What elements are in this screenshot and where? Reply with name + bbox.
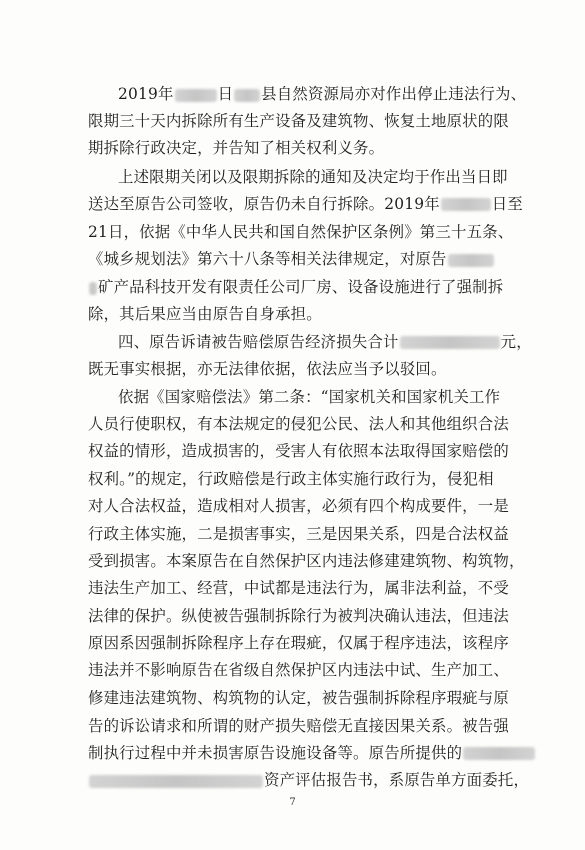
text-run: 上述限期关闭以及限期拆除的通知及决定均于作出当日即	[118, 167, 508, 186]
text-run: 2019年	[118, 85, 174, 103]
text-line	[88, 249, 495, 269]
text-run: 资产评估报告书，系原告单方面委托，	[264, 771, 530, 789]
text-line	[88, 633, 509, 653]
text-run: 依据《国家赔偿法》第二条：“国家机关和国家机关工作	[118, 387, 501, 406]
text-run: 受到损害。本案原告在自然保护区内违法修建建筑物、构筑物，	[88, 552, 525, 571]
text-line	[88, 469, 494, 489]
text-run: 四、原告诉请被告赔偿原告经济损失合计	[118, 332, 399, 351]
text-run: 除，其后果应当由原告自身承担。	[88, 305, 322, 324]
text-run: 日	[217, 85, 234, 103]
text-line	[88, 194, 523, 214]
text-run: 违法生产加工、经营，中试都是违法行为，属非法利益，不受	[88, 579, 509, 598]
redacted-text	[175, 89, 217, 102]
text-line	[88, 111, 509, 131]
page-number: 7	[289, 797, 296, 808]
text-run: 原因系因强制拆除程序上存在瑕疵，仅属于程序违法，该程序	[88, 633, 509, 652]
text-line	[88, 524, 509, 544]
text-run: 对人合法权益，造成相对人损害，必须有四个构成要件，一是	[88, 496, 509, 515]
text-line	[118, 332, 532, 352]
redacted-text	[463, 747, 535, 760]
text-run: 21日，依据《中华人民共和国自然保护区条例》第三十五条、	[88, 222, 514, 241]
text-run: 行政主体实施，二是损害事实，三是因果关系，四是合法权益	[88, 525, 509, 544]
text-run: 元，	[500, 332, 532, 351]
text-line	[118, 167, 508, 187]
text-run: 日至	[491, 194, 523, 213]
text-line	[118, 84, 526, 104]
text-run: 限期三十天内拆除所有生产设备及建筑物、恢复土地原状的限	[88, 112, 509, 131]
text-line	[88, 222, 513, 242]
redacted-text	[400, 336, 500, 349]
text-line	[88, 304, 322, 324]
text-line	[88, 660, 509, 680]
text-line	[88, 606, 509, 626]
text-run: 告的诉讼请求和所谓的财产损失赔偿无直接因果关系。被告强	[88, 716, 509, 735]
text-line	[88, 138, 384, 158]
text-run: 法律的保护。纵使被告强制拆除行为被判决确认违法，但违法	[88, 606, 509, 625]
redacted-text	[441, 198, 491, 211]
text-run: 修建违法建筑物、构筑物的认定，被告强制拆除程序瑕疵与原	[88, 689, 509, 708]
redacted-text	[448, 254, 494, 267]
text-line	[88, 359, 447, 379]
text-line	[88, 441, 509, 461]
redacted-text	[89, 775, 263, 788]
text-run: 权利。”的规定，行政赔偿是行政主体实施行政行为，侵犯相	[88, 469, 494, 488]
text-line	[118, 387, 500, 407]
text-line	[88, 743, 536, 763]
text-run: 送达至原告公司签收，原告仍未自行拆除。2019年	[88, 194, 440, 213]
text-line	[88, 414, 509, 434]
text-run: 违法并不影响原告在省级自然保护区内违法中试、生产加工、	[88, 661, 509, 680]
text-line	[88, 688, 509, 708]
redacted-text	[234, 89, 260, 102]
text-line	[88, 277, 503, 297]
text-line	[88, 716, 509, 736]
text-line	[88, 551, 525, 571]
text-run: 既无事实根据，亦无法律依据，依法应当予以驳回。	[88, 359, 447, 378]
redacted-text	[89, 282, 97, 295]
text-run: 矿产品科技开发有限责任公司厂房、设备设施进行了强制拆	[98, 278, 504, 297]
text-run: 人员行使职权，有本法规定的侵犯公民、法人和其他组织合法	[88, 415, 509, 434]
text-line	[88, 770, 529, 790]
text-line	[88, 496, 509, 516]
text-run: 期拆除行政决定，并告知了相关权利义务。	[88, 139, 385, 158]
text-run: 制执行过程中并未损害原告设施设备等。原告所提供的	[88, 743, 463, 762]
text-run: 县自然资源局亦对作出停止违法行为、	[261, 85, 527, 103]
text-line	[88, 578, 509, 598]
text-run: 权益的情形，造成损害的，受害人有依照本法取得国家赔偿的	[88, 442, 509, 461]
text-run: 《城乡规划法》第六十八条等相关法律规定，对原告	[88, 250, 447, 269]
